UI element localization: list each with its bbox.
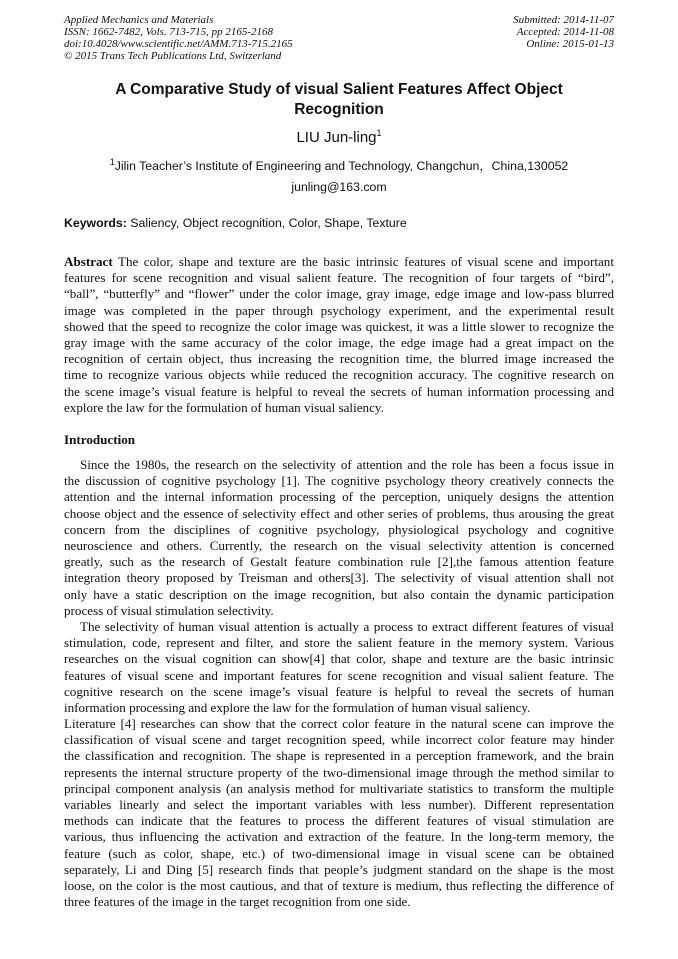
text-line: various, thus influencing the activation and extraction of the feature. In the long-term memory, the <box>64 829 614 845</box>
paper-title <box>64 80 614 120</box>
text-line: concern from the disciplines of cognitive psychology, physiological psychology and cognitive <box>64 521 614 537</box>
text-line: information processing and explore the law for the formulation of human visual saliency. <box>64 699 531 715</box>
author-sup: 1 <box>376 128 382 138</box>
text-line: features for scene recognition and visual salient feature. The recognition of four targets of “bird”, <box>64 270 614 286</box>
journal-copyright: © 2015 Trans Tech Publications Ltd, Switzerland <box>64 50 282 62</box>
text-line: choose object and the essence of selectivity effect and other series of problems, thus arousing the great <box>64 505 614 521</box>
text-line: greatly, such as the research of Gestalt feature combination rule [2],the famous attention feature <box>64 554 614 570</box>
submitted-date: Submitted: 2014-11-07 <box>513 14 614 26</box>
text-line: the discussion of cognitive psychology [1]. The cognitive psychology theory creatively connects the <box>64 473 614 489</box>
accepted-date: Accepted: 2014-11-08 <box>516 26 614 38</box>
author-name: LIU Jun-ling <box>296 129 377 146</box>
text-line: image was completed in the paper through psychology experiment, and the experimental result <box>64 302 614 318</box>
keywords-text: Saliency, Object recognition, Color, Shape, Texture <box>126 216 407 230</box>
abstract <box>64 254 614 416</box>
affiliation-sup: 1 <box>109 156 115 167</box>
title-line: A Comparative Study of visual Salient Features Affect Object <box>115 81 563 98</box>
journal-info <box>64 14 293 62</box>
author-email: junling@163.com <box>291 180 387 194</box>
text-line: Literature [4] researches can show that the correct color feature in the natural scene can improve the <box>64 716 614 731</box>
text-line: Since the 1980s, the research on the selectivity of attention and the role has been a focus issue in <box>80 457 614 472</box>
text-line: cognitive research on the scene image’s visual feature is helpful to reveal the secrets of human <box>64 683 614 699</box>
text-line: “ball”, “butterfly” and “flower” under the color image, gray image, edge image and low-pass blurred <box>64 286 614 302</box>
journal-issn: ISSN: 1662-7482, Vols. 713-715, pp 2165-2168 <box>64 26 273 38</box>
introduction-heading: Introduction <box>64 432 136 447</box>
text-line: researches on the visual cognition can show[4] that color, shape and texture are the basic intrinsic <box>64 651 614 667</box>
affiliation <box>64 156 614 174</box>
text-line: time to recognize various objects while reduced the recognition accuracy. The cognitive research on <box>64 367 614 383</box>
abstract-label: Abstract <box>64 254 113 269</box>
abstract-text: The color, shape and texture are the basic intrinsic features of visual scene and important <box>112 254 614 269</box>
paragraph <box>64 619 614 716</box>
online-date: Online: 2015-01-13 <box>526 38 614 50</box>
text-line: recognition of certain object, thus increasing the recognition time, the blurred image increased the <box>64 351 614 367</box>
journal-doi: doi:10.4028/www.scientific.net/AMM.713-715.2165 <box>64 38 293 50</box>
keywords <box>64 216 407 230</box>
text-line: features of visual scene and important features for scene recognition and visual salient feature. The <box>64 667 614 683</box>
text-line: methods can indicate that the features to process the different features of visual stimulation are <box>64 813 614 829</box>
text-line: attention and the internal information processing of the perception, uniquely designs the attention <box>64 489 614 505</box>
text-line: stimulation, code, represent and filter, and store the salient feature in the memory system. Various <box>64 635 614 651</box>
paragraph <box>64 457 614 619</box>
text-line: explore the law for the formulation of human visual saliency. <box>64 399 384 415</box>
text-line: The selectivity of human visual attention is actually a process to extract different features of visual <box>80 619 614 634</box>
text-line: integration theory proposed by Treisman and others[3]. The selectivity of visual attention shall not <box>64 570 614 586</box>
text-line: the classification and recognition. The shape is represented in a perception framework, and the brain <box>64 748 614 764</box>
text-line: neuroscience and others. Currently, the research on the visual selectivity attention is concerned <box>64 537 614 553</box>
text-line: classification of visual scene and target recognition speed, while incorrect color feature may hinder <box>64 732 614 748</box>
text-line: variables linearly and select the important variables with less number). Different representation <box>64 796 614 812</box>
journal-name: Applied Mechanics and Materials <box>64 14 214 26</box>
text-line <box>64 254 614 270</box>
text-line: process of visual stimulation selectivity. <box>64 602 274 618</box>
title-line: Recognition <box>294 101 384 118</box>
affiliation-text: Jilin Teacher’s Institute of Engineering and Technology, Changchun，China,130052 <box>114 159 569 173</box>
publication-dates <box>513 14 614 50</box>
author <box>64 128 614 146</box>
text-line: feature (such as color, shape, etc.) of two-dimensional image in visual scene can be obtained <box>64 845 614 861</box>
paragraph <box>64 716 614 910</box>
text-line: only have a static description on the image recognition, but also contain the dynamic participation <box>64 586 614 602</box>
text-line: three features of the image in the target recognition from one side. <box>64 894 411 910</box>
text-line: separately, Li and Ding [5] research finds that people’s judgment standard on the shape is the most <box>64 861 614 877</box>
text-line: loose, on the color is the most cautious, and that of texture is medium, thus reflecting the difference of <box>64 877 614 893</box>
keywords-label: Keywords: <box>64 216 127 230</box>
text-line: the scene image’s visual feature is helpful to reveal the secrets of human information processing and <box>64 383 614 399</box>
text-line: represents the internal structure property of the two-dimensional image through the method similar to <box>64 764 614 780</box>
text-line: showed that the speed to recognize the color image was quickest, it was a little slower to recognize the <box>64 318 614 334</box>
text-line: principal component analysis (an analysis method for multivariate statistics to transform the multiple <box>64 780 614 796</box>
text-line: gray image with the same accuracy of the color image, the edge image had a great impact on the <box>64 334 614 350</box>
